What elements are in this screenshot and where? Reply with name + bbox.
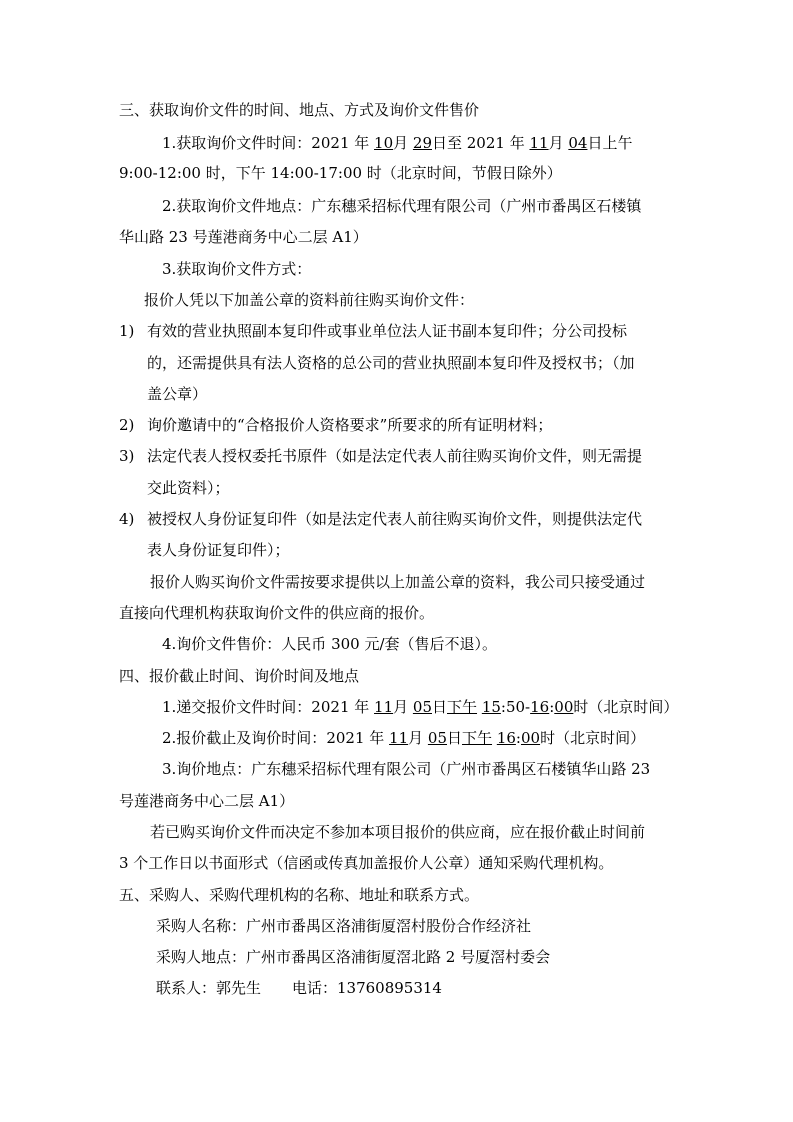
contact-person: 联系人：郭先生	[156, 979, 262, 997]
list-item-line: 有效的营业执照副本复印件或事业单位法人证书副本复印件；分公司投标	[147, 322, 628, 340]
list-number: 4)	[119, 510, 135, 528]
s3-item1-line1: 1.获取询价文件时间：2021 年 10月 29日至 2021 年 11月 04日上午	[162, 134, 633, 152]
section3-heading: 三、获取询价文件的时间、地点、方式及询价文件售价	[119, 101, 480, 119]
s4-note-line1: 若已购买询价文件而决定不参加本项目报价的供应商，应在报价截止时间前	[150, 823, 646, 841]
list-item-line: 的，还需提供具有法人资格的总公司的营业执照副本复印件及授权书；（加	[147, 354, 635, 372]
s3-item4: 4.询价文件售价：人民币 300 元/套（售后不退）。	[162, 635, 498, 653]
s4-item2: 2.报价截止及询价时间：2021 年 11月 05日下午 16:00时（北京时间）	[162, 729, 646, 747]
list-number: 2)	[119, 416, 135, 434]
s3-intro: 报价人凭以下加盖公章的资料前往购买询价文件：	[144, 291, 475, 309]
list-item-line: 盖公章）	[147, 385, 208, 403]
list-item-line: 被授权人身份证复印件（如是法定代表人前往购买询价文件，则提供法定代	[147, 510, 643, 528]
list-number: 1)	[119, 322, 135, 340]
list-item-line: 表人身份证复印件）；	[147, 541, 290, 559]
list-item-line: 询价邀请中的“合格报价人资格要求”所要求的所有证明材料；	[147, 416, 553, 434]
s3-item2-line1: 2.获取询价文件地点：广东穗采招标代理有限公司（广州市番禺区石楼镇	[162, 197, 642, 215]
end-month: 11	[529, 134, 549, 152]
start-day: 29	[412, 134, 432, 152]
s3-note-line2: 直接向代理机构获取询价文件的供应商的报价。	[119, 604, 435, 622]
s4-item1: 1.递交报价文件时间：2021 年 11月 05日下午 15:50-16:00时（北京时间）	[162, 698, 679, 716]
list-item-line: 法定代表人授权委托书原件（如是法定代表人前往购买询价文件，则无需提	[147, 447, 643, 465]
start-month: 10	[374, 134, 394, 152]
s4-note-line2: 3 个工作日以书面形式（信函或传真加盖报价人公章）通知采购代理机构。	[119, 854, 614, 872]
list-item-line: 交此资料）；	[147, 479, 230, 497]
list-number: 3)	[119, 447, 135, 465]
s3-item1-line2: 9:00-12:00 时，下午 14:00-17:00 时（北京时间，节假日除外）	[119, 164, 562, 182]
end-day: 04	[568, 134, 588, 152]
buyer-address: 采购人地点：广州市番禺区洛浦街厦滘北路 2 号厦滘村委会	[156, 948, 551, 966]
section5-heading: 五、采购人、采购代理机构的名称、地址和联系方式。	[119, 886, 480, 904]
s4-item3-line1: 3.询价地点：广东穗采招标代理有限公司（广州市番禺区石楼镇华山路 23	[162, 760, 651, 778]
s4-item3-line2: 号莲港商务中心二层 A1）	[119, 792, 295, 810]
s3-note-line1: 报价人购买询价文件需按要求提供以上加盖公章的资料，我公司只接受通过	[150, 573, 646, 591]
s3-item2-line2: 华山路 23 号莲港商务中心二层 A1）	[119, 228, 368, 246]
contact-phone: 电话：13760895314	[292, 979, 442, 997]
s3-item3-line1: 3.获取询价文件方式：	[162, 260, 312, 278]
section4-heading: 四、报价截止时间、询价时间及地点	[119, 667, 360, 685]
buyer-name: 采购人名称：广州市番禺区洛浦街厦滘村股份合作经济社	[156, 917, 532, 935]
